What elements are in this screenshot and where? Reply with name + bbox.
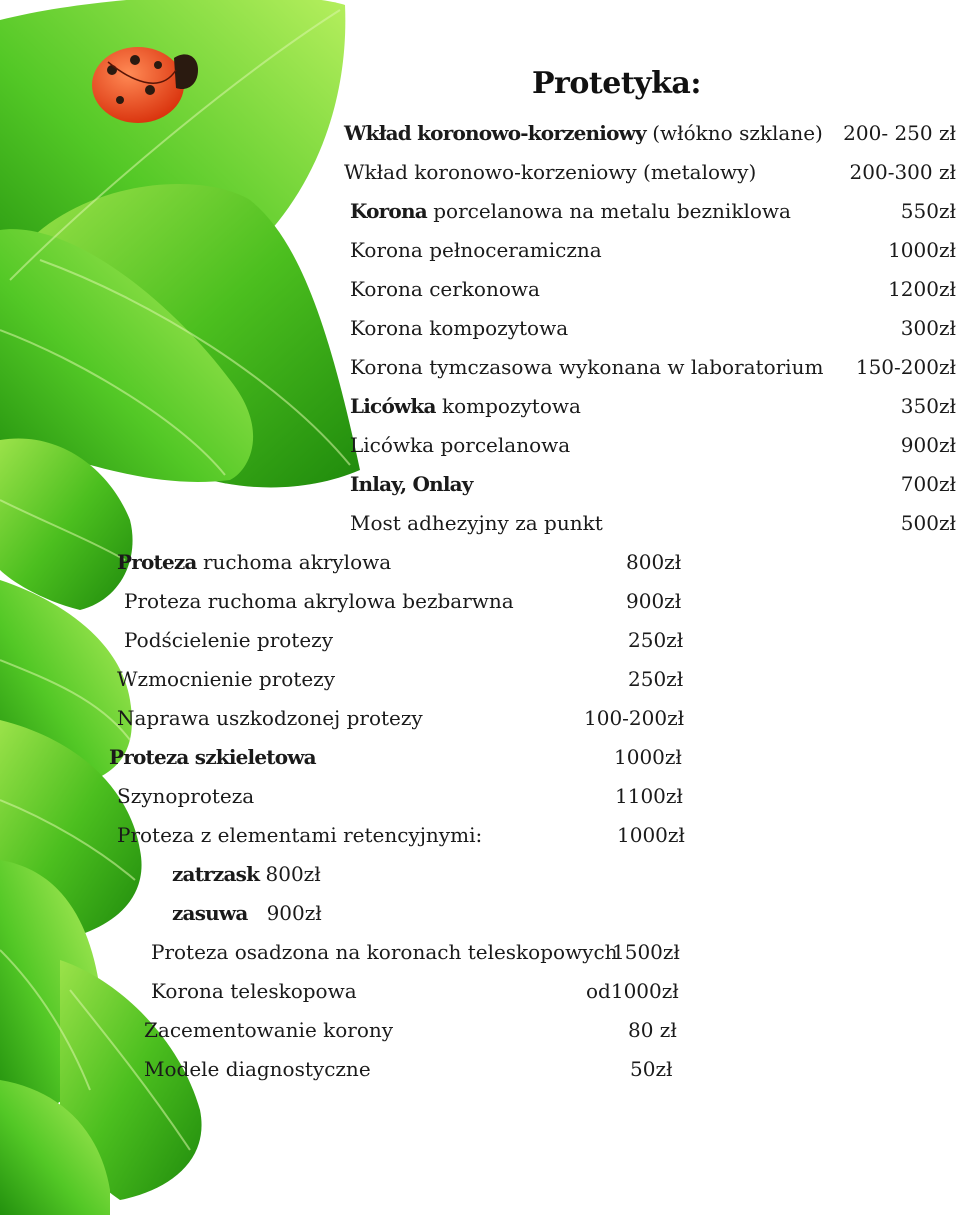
price-item-price: 80 zł [628,1018,677,1042]
price-item-label [350,471,473,497]
price-item-label-text: kompozytowa [435,394,581,418]
price-item-label-bold: Proteza szkieletowa [109,745,316,769]
price-item-price: od1000zł [586,979,679,1003]
price-item-price: 1200zł [888,277,956,301]
price-item-label [117,822,482,848]
price-item-label-text: Korona cerkonowa [350,277,540,301]
price-item-label [117,783,254,809]
price-item-label [350,276,540,302]
price-item-price: 300zł [900,316,956,340]
price-item-label [117,666,335,692]
price-item-label-text: Korona teleskopowa [151,979,357,1003]
price-item-label [172,861,321,887]
price-item-price: 200- 250 zł [843,121,956,145]
price-item-price: 350zł [900,394,956,418]
price-item-label [144,1017,393,1043]
price-item-label-text: Korona tymczasowa wykonana w laboratorium [350,355,824,379]
price-item-label-text: Wkład koronowo-korzeniowy (metalowy) [344,160,757,184]
price-item-label [172,900,322,926]
price-item-label-text: (włókno szklane) [645,121,823,145]
price-item-label-text: Wzmocnienie protezy [117,667,335,691]
price-item-price: 100-200zł [584,706,685,730]
price-item-label [151,939,618,965]
price-item-label [350,315,568,341]
price-item-label [109,744,316,770]
price-item-price: 250zł [628,628,684,652]
price-item-price: 900zł [626,589,682,613]
price-item-label-bold: Wkład koronowo-korzeniowy [344,121,646,145]
price-item-label-text: Podścielenie protezy [124,628,334,652]
price-item-label-bold: Licówka [350,394,436,418]
price-item-label [344,120,823,146]
price-item-label-text: porcelanowa na metalu bezniklowa [426,199,791,223]
price-item-label-bold: Korona [350,199,427,223]
price-item-label-text: Zacementowanie korony [144,1018,394,1042]
price-item-price: 700zł [900,472,956,496]
price-item-price: 900zł [900,433,956,457]
price-item-label-text: 900zł [247,901,322,925]
price-item-label [124,627,333,653]
price-item-label-bold: Proteza [117,550,197,574]
price-item-label-bold: Inlay, Onlay [350,472,473,496]
price-item-label [117,549,391,575]
price-item-label [144,1056,371,1082]
price-item-label-text: Licówka porcelanowa [350,433,571,457]
price-item-label-text: Proteza osadzona na koronach teleskopowych [151,940,618,964]
price-item-label-text: Korona kompozytowa [350,316,569,340]
price-item-label-bold: zatrzask [172,862,260,886]
price-item-label-text: Naprawa uszkodzonej protezy [117,706,423,730]
price-item-label-text: Korona pełnoceramiczna [350,238,602,262]
price-item-label-text: Modele diagnostyczne [144,1057,371,1081]
price-item-label [350,237,602,263]
price-item-price: 200-300 zł [849,160,956,184]
price-item-label [350,393,581,419]
price-item-label-bold: zasuwa [172,901,248,925]
page-title: Protetyka: [532,66,701,101]
price-item-label-text: Szynoproteza [117,784,255,808]
price-item-price: 50zł [630,1057,673,1081]
price-item-label [350,510,603,536]
price-item-label [350,354,823,380]
price-item-price: 250zł [628,667,684,691]
price-item-price: 500zł [900,511,956,535]
price-item-price: 1000zł [888,238,956,262]
price-item-price: 550zł [900,199,956,223]
price-item-label [344,159,756,185]
price-item-label [350,432,570,458]
price-item-label-text: Proteza ruchoma akrylowa bezbarwna [124,589,514,613]
price-item-price: 150-200zł [855,355,956,379]
price-item-label-text: ruchoma akrylowa [196,550,392,574]
price-item-label [151,978,357,1004]
price-item-price: 1000zł [617,823,685,847]
price-item-price: 1000zł [614,745,682,769]
price-item-label [117,705,423,731]
price-item-price: 1100zł [615,784,683,808]
price-item-label [350,198,791,224]
price-item-label-text: 800zł [259,862,321,886]
price-item-price: 1500zł [612,940,680,964]
price-item-price: 800zł [626,550,682,574]
price-item-label-text: Proteza z elementami retencyjnymi: [117,823,483,847]
price-item-label-text: Most adhezyjny za punkt [350,511,603,535]
price-item-label [124,588,514,614]
